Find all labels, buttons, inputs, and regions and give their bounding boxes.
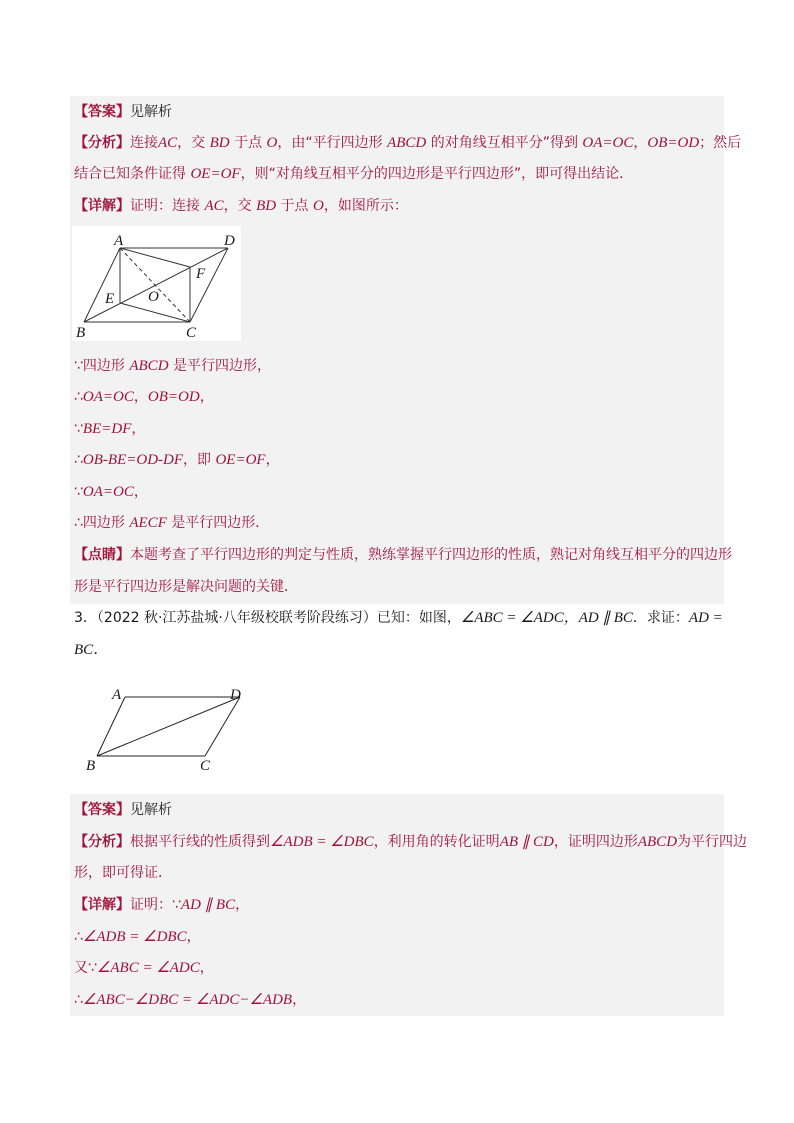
step-b2-3: [74, 986, 306, 1014]
math-adb-dbc: ∠ADB = ∠DBC: [270, 834, 374, 850]
analysis-text: 于点: [229, 135, 267, 151]
figure-1-svg: [72, 226, 241, 341]
comment-line-2: [74, 573, 298, 601]
step-text: ∵四边形: [74, 358, 130, 374]
detail-tag: 【详解】: [74, 198, 130, 214]
label-o: O: [148, 289, 159, 305]
step-text: ，即: [183, 452, 216, 468]
label-c: C: [200, 758, 211, 774]
math-ac: AC: [204, 198, 224, 214]
label-d: D: [224, 233, 235, 249]
step-text: ，: [199, 389, 214, 405]
answer-line-1: [74, 98, 172, 126]
analysis-text: ，则“对角线互相平分的四边形是平行四边形”，即可得出结论．: [240, 166, 634, 182]
analysis-text: ，交: [177, 135, 210, 151]
math-ob-od: OB=OD: [147, 389, 200, 405]
answer-text: 见解析: [130, 104, 172, 120]
label-c: C: [186, 325, 197, 341]
analysis-text: 根据平行线的性质得到: [130, 834, 270, 850]
figure-2-svg: [80, 682, 250, 774]
step-3: [74, 415, 145, 443]
detail-text: 证明：∵: [130, 897, 181, 913]
analysis-text: ；然后: [699, 135, 742, 151]
label-d: D: [230, 687, 241, 703]
step-text: ∴: [74, 992, 83, 1008]
step-6: [74, 509, 269, 537]
analysis-text: 形，即可得证．: [74, 865, 172, 881]
analysis-text: 为平行四边: [677, 834, 748, 850]
comment-line-1: [74, 541, 732, 569]
step-text: 是平行四边形．: [166, 515, 270, 531]
step-2: [74, 383, 214, 411]
analysis-tag: 【分析】: [74, 834, 130, 850]
step-5: [74, 478, 148, 506]
math-aecf: AECF: [129, 515, 167, 531]
analysis-text: ，由“平行四边形: [277, 135, 388, 151]
step-text: ，: [133, 484, 148, 500]
math-o: O: [312, 198, 324, 214]
math-bd: BD: [256, 198, 277, 214]
detail-text: 于点: [276, 198, 313, 214]
step-text: ∴四边形: [74, 515, 130, 531]
math-oa-oc: OA=OC: [82, 484, 134, 500]
math-abcd: ABCD: [387, 135, 427, 151]
step-b2-1: [74, 923, 201, 951]
problem-3-end: AD =: [688, 610, 723, 626]
step-text: ∵: [74, 484, 83, 500]
analysis-text: ，证明四边形: [553, 834, 638, 850]
step-text: ，: [133, 389, 148, 405]
comment-text: 形是平行四边形是解决问题的关键．: [74, 579, 298, 595]
math-ad-bc: AD ∥ BC: [180, 897, 236, 913]
step-text: 是平行四边形，: [168, 358, 271, 374]
math-adb-dbc: ∠ADB = ∠DBC: [82, 929, 187, 945]
step-text: 又∵: [74, 960, 97, 976]
detail-text: ，: [235, 897, 250, 913]
label-a: A: [114, 233, 124, 249]
label-b: B: [76, 325, 86, 341]
label-b: B: [86, 758, 96, 774]
answer-tag: 【答案】: [74, 104, 130, 120]
detail-line-1: [74, 192, 408, 220]
label-e: E: [105, 291, 115, 307]
math-ac: AC: [158, 135, 178, 151]
step-text: ，: [265, 452, 280, 468]
answer-line-2: [74, 796, 172, 824]
label-f: F: [196, 266, 206, 282]
analysis-line-2: [74, 160, 633, 188]
math-ob-be: OB-BE=OD-DF: [82, 452, 184, 468]
step-text: ∴: [74, 929, 83, 945]
figure-parallelogram-aecf: [72, 226, 241, 341]
analysis-text: ，利用角的转化证明: [373, 834, 500, 850]
figure-parallelogram-abcd: [80, 682, 250, 774]
math-o: O: [266, 135, 278, 151]
math-abcd: ABCD: [129, 358, 169, 374]
problem-3-line-2: [74, 636, 108, 664]
problem-3-line-2-text: BC．: [74, 642, 109, 658]
answer-tag: 【答案】: [74, 802, 130, 818]
detail-text: ，如图所示：: [323, 198, 408, 214]
math-angle-difference: ∠ABC−∠DBC = ∠ADC−∠ADB: [82, 992, 293, 1008]
analysis-text: 的对角线互相平分”得到: [426, 135, 583, 151]
problem-3-line-1: [74, 604, 723, 632]
step-4: [74, 446, 280, 474]
analysis-line-4: [74, 859, 172, 887]
label-a: A: [112, 687, 122, 703]
math-oa-oc: OA=OC: [582, 135, 634, 151]
comment-text: 本题考查了平行四边形的判定与性质，熟练掌握平行四边形的性质，熟记对角线互相平分的四边形: [130, 547, 732, 563]
math-abcd: ABCD: [637, 834, 678, 850]
math-ab-cd: AB ∥ CD: [499, 834, 554, 850]
analysis-text: 连接: [130, 135, 158, 151]
step-text: ∴: [74, 389, 83, 405]
problem-3-mid: ．求证：: [632, 610, 689, 626]
math-be-df: BE=DF: [82, 421, 132, 437]
analysis-text: ，: [633, 135, 648, 151]
math-ob-od: OB=OD: [647, 135, 700, 151]
comment-tag: 【点睛】: [74, 547, 130, 563]
math-oa-oc: OA=OC: [82, 389, 134, 405]
step-text: ，: [131, 421, 146, 437]
problem-3-prefix: 3．（2022 秋·江苏盐城·八年级校联考阶段练习）已知：如图，: [74, 610, 461, 626]
math-oe-of: OE=OF: [215, 452, 266, 468]
step-text: ，: [199, 960, 214, 976]
step-text: ∴: [74, 452, 83, 468]
analysis-line-1: [74, 129, 741, 157]
analysis-text: 结合已知条件证得: [74, 166, 191, 182]
detail-line-2: [74, 891, 249, 919]
step-text: ，: [186, 929, 201, 945]
math-abc-adc: ∠ABC = ∠ADC: [96, 960, 200, 976]
detail-text: ，交: [223, 198, 257, 214]
math-bd: BD: [209, 135, 230, 151]
detail-tag: 【详解】: [74, 897, 130, 913]
step-1: [74, 352, 271, 380]
problem-3-math: ∠ABC = ∠ADC，AD ∥ BC: [460, 610, 633, 626]
answer-text: 见解析: [130, 802, 172, 818]
step-text: ∵: [74, 421, 83, 437]
math-oe-of: OE=OF: [190, 166, 241, 182]
step-text: ，: [292, 992, 307, 1008]
analysis-line-3: [74, 828, 747, 856]
detail-text: 证明：连接: [130, 198, 205, 214]
analysis-tag: 【分析】: [74, 135, 130, 151]
step-b2-2: [74, 954, 214, 982]
